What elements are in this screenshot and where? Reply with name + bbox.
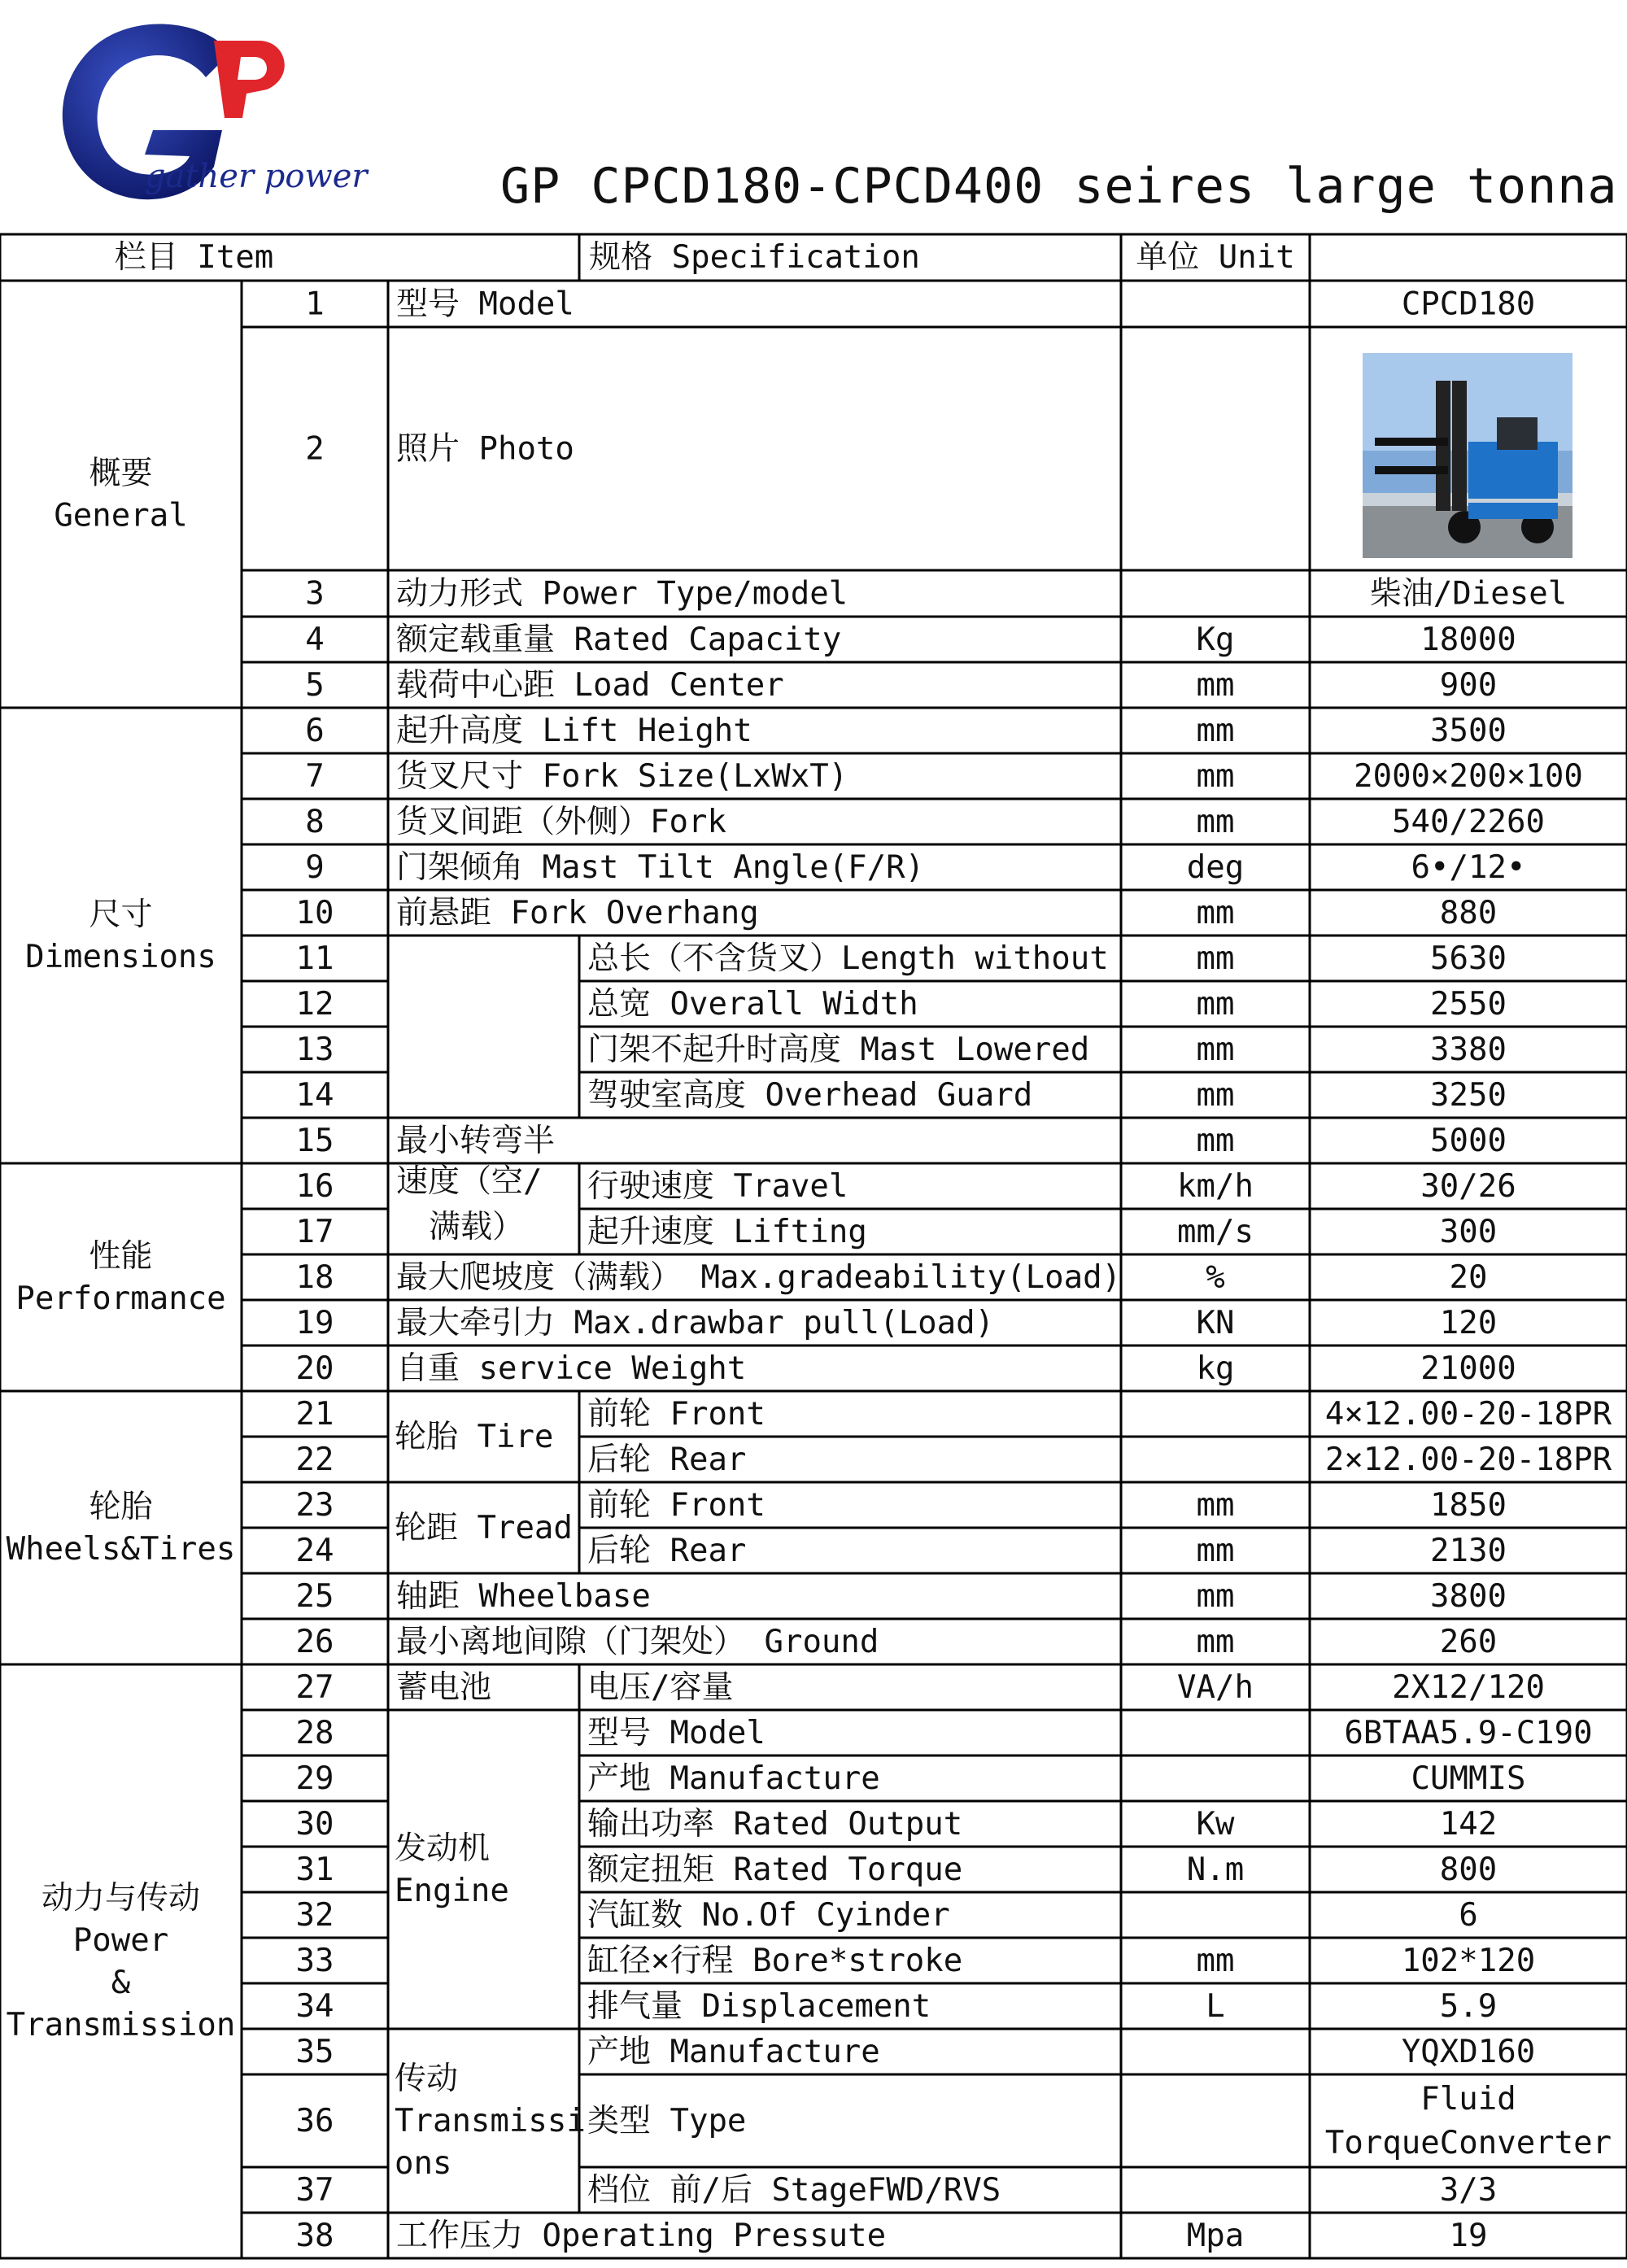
row-number: 5	[305, 667, 325, 704]
spec-value: 2000×200×100	[1354, 758, 1583, 795]
row-number: 8	[305, 804, 325, 840]
spec-label: 最小转弯半	[396, 1123, 556, 1159]
spec-label: 行驶速度 Travel	[587, 1168, 848, 1205]
spec-label: 前轮 Front	[587, 1396, 766, 1433]
spec-value: 540/2260	[1392, 804, 1545, 840]
spec-label: 驾驶室高度 Overhead Guard	[587, 1077, 1033, 1114]
unit-value: kg	[1196, 1350, 1235, 1387]
spec-label: 总长（不含货叉）Length without	[587, 940, 1109, 977]
spec-label: 档位 前/后 StageFWD/RVS	[587, 2172, 1001, 2209]
spec-value: 21000	[1420, 1350, 1516, 1387]
unit-value: deg	[1186, 849, 1245, 886]
spec-value: Fluid	[1420, 2081, 1516, 2118]
row-number: 13	[295, 1032, 334, 1068]
group-performance-label: 性能	[89, 1238, 153, 1275]
group-power-transmission-label: Transmission	[6, 2007, 236, 2043]
spec-value: 柴油/Diesel	[1369, 575, 1568, 613]
group-dimensions-label: Dimensions	[25, 939, 216, 975]
unit-value: Mpa	[1186, 2218, 1245, 2254]
row-number: 7	[305, 758, 325, 795]
unit-value: mm	[1196, 895, 1235, 931]
row-number: 14	[295, 1077, 334, 1114]
spec-value: 260	[1439, 1624, 1498, 1660]
row-number: 22	[295, 1441, 334, 1478]
spec-value: 18000	[1420, 622, 1516, 658]
spec-value: 5.9	[1439, 1988, 1498, 2025]
spec-label: 货叉间距（外侧）Fork	[396, 804, 726, 840]
subgroup-transmission-label: Transmissi	[395, 2103, 586, 2139]
row-number: 37	[295, 2172, 334, 2209]
unit-value: mm/s	[1177, 1214, 1254, 1250]
unit-value: km/h	[1177, 1168, 1254, 1205]
row-number: 6	[305, 713, 325, 749]
unit-value: mm	[1196, 1487, 1235, 1524]
row-number: 15	[295, 1123, 334, 1159]
unit-value: mm	[1196, 667, 1235, 704]
spec-label: 缸径×行程 Bore*stroke	[587, 1943, 963, 1979]
row-number: 36	[295, 2103, 334, 2139]
spec-value: 2130	[1430, 1533, 1507, 1569]
subgroup-tire-label: 轮胎 Tire	[395, 1419, 554, 1455]
group-wheels-tires-label: Wheels&Tires	[6, 1531, 236, 1568]
spec-label: 额定载重量 Rated Capacity	[396, 622, 842, 658]
row-number: 31	[295, 1851, 334, 1888]
spec-label: 自重 service Weight	[396, 1350, 747, 1387]
spec-label: 动力形式 Power Type/model	[396, 575, 848, 613]
row-number: 17	[295, 1214, 334, 1250]
spec-value: CUMMIS	[1411, 1760, 1526, 1797]
spec-label: 后轮 Rear	[587, 1533, 747, 1569]
document-title: GP CPCD180-CPCD400 seires large tonna	[500, 158, 1618, 215]
unit-value: KN	[1196, 1305, 1235, 1341]
row-number: 33	[295, 1943, 334, 1979]
spec-value: 5000	[1430, 1123, 1507, 1159]
spec-value: 4×12.00-20-18PR	[1324, 1396, 1612, 1433]
spec-label: 轴距 Wheelbase	[396, 1578, 651, 1615]
spec-value: 3250	[1430, 1077, 1507, 1114]
spec-value: 1850	[1430, 1487, 1507, 1524]
row-number: 20	[295, 1350, 334, 1387]
unit-value: %	[1206, 1259, 1225, 1296]
spec-value: 800	[1439, 1851, 1498, 1888]
spec-label: 电压/容量	[587, 1669, 734, 1706]
unit-value: mm	[1196, 1943, 1235, 1979]
spec-label: 货叉尺寸 Fork Size(LxWxT)	[396, 758, 848, 795]
specification-table	[0, 234, 1627, 2268]
row-number: 12	[295, 986, 334, 1023]
spec-value: 120	[1439, 1305, 1498, 1341]
spec-label: 型号 Model	[396, 286, 574, 323]
subgroup-engine-label: 发动机	[395, 1830, 491, 1867]
column-header-spec: 规格 Specification	[589, 239, 920, 276]
subgroup-speed-label: 速度（空/	[396, 1163, 543, 1200]
spec-label: 前轮 Front	[587, 1487, 766, 1524]
spec-label: 起升高度 Lift Height	[396, 713, 752, 749]
unit-value: mm	[1196, 758, 1235, 795]
row-number: 9	[305, 849, 325, 886]
spec-label: 类型 Type	[587, 2103, 747, 2139]
spec-value: 2X12/120	[1392, 1669, 1545, 1706]
spec-label: 额定扭矩 Rated Torque	[587, 1851, 963, 1888]
spec-value: 3800	[1430, 1578, 1507, 1615]
row-number: 1	[305, 286, 325, 323]
spec-label: 最大爬坡度（满载） Max.gradeability(Load)	[396, 1259, 1122, 1296]
subgroup-transmission-label: ons	[395, 2145, 452, 2182]
unit-value: mm	[1196, 1578, 1235, 1615]
row-number: 30	[295, 1806, 334, 1843]
spec-label: 产地 Manufacture	[587, 2034, 880, 2070]
row-number: 11	[295, 940, 334, 977]
spec-value: 900	[1439, 667, 1498, 704]
spec-value: 880	[1439, 895, 1498, 931]
unit-value: mm	[1196, 940, 1235, 977]
column-header-unit: 单位 Unit	[1136, 239, 1295, 276]
row-number: 35	[295, 2034, 334, 2070]
row-number: 24	[295, 1533, 334, 1569]
row-number: 10	[295, 895, 334, 931]
spec-value: 142	[1439, 1806, 1498, 1843]
group-wheels-tires-label: 轮胎	[89, 1489, 153, 1525]
row-number: 2	[305, 430, 325, 468]
row-number: 38	[295, 2218, 334, 2254]
group-dimensions-label: 尺寸	[89, 896, 153, 933]
spec-value: 5630	[1430, 940, 1507, 977]
row-number: 23	[295, 1487, 334, 1524]
forklift-photo	[1363, 353, 1572, 558]
group-power-transmission-label: &	[111, 1965, 131, 2001]
spec-value: YQXD160	[1401, 2034, 1536, 2070]
row-number: 25	[295, 1578, 334, 1615]
spec-label: 排气量 Displacement	[587, 1988, 931, 2025]
unit-value: mm	[1196, 1123, 1235, 1159]
spec-value: 2×12.00-20-18PR	[1324, 1441, 1612, 1478]
unit-value: mm	[1196, 1032, 1235, 1068]
spec-label: 门架不起升时高度 Mast Lowered	[587, 1032, 1090, 1068]
subgroup-transmission-label: 传动	[395, 2061, 459, 2097]
spec-label: 最小离地间隙（门架处） Ground	[396, 1624, 879, 1660]
row-number: 34	[295, 1988, 334, 2025]
spec-value: 6	[1459, 1897, 1478, 1934]
spec-label: 蓄电池	[396, 1669, 492, 1706]
spec-label: 产地 Manufacture	[587, 1760, 880, 1797]
unit-value: mm	[1196, 1533, 1235, 1569]
gather-power-logo	[39, 8, 368, 216]
unit-value: Kw	[1196, 1806, 1235, 1843]
column-header-item: 栏目 Item	[114, 239, 274, 276]
logo-p-letter	[214, 41, 285, 118]
spec-value: 20	[1449, 1259, 1488, 1296]
row-number: 26	[295, 1624, 334, 1660]
document-header	[0, 0, 1627, 234]
row-number: 29	[295, 1760, 334, 1797]
spec-label: 最大牵引力 Max.drawbar pull(Load)	[396, 1305, 995, 1341]
spec-label: 汽缸数 No.Of Cyinder	[587, 1897, 950, 1934]
spec-label: 载荷中心距 Load Center	[396, 667, 784, 704]
spec-value: 3380	[1430, 1032, 1507, 1068]
spec-value: TorqueConverter	[1324, 2125, 1612, 2161]
unit-value: mm	[1196, 804, 1235, 840]
spec-value: 6•/12•	[1411, 849, 1526, 886]
spec-label: 输出功率 Rated Output	[587, 1806, 963, 1843]
spec-value: 30/26	[1420, 1168, 1516, 1205]
spec-label: 型号 Model	[587, 1715, 766, 1751]
spec-label: 门架倾角 Mast Tilt Angle(F/R)	[396, 849, 925, 886]
unit-value: Kg	[1196, 622, 1235, 658]
row-number: 32	[295, 1897, 334, 1934]
spec-value: 3/3	[1439, 2172, 1498, 2209]
subgroup-tread-label: 轮距 Tread	[395, 1510, 573, 1546]
spec-value: 6BTAA5.9-C190	[1344, 1715, 1593, 1751]
spec-value: 300	[1439, 1214, 1498, 1250]
spec-value: 102*120	[1401, 1943, 1536, 1979]
group-performance-label: Performance	[15, 1280, 226, 1317]
logo-tagline: gather power	[145, 158, 368, 195]
subgroup-speed-label: 满载）	[429, 1209, 525, 1245]
spec-label: 工作压力 Operating Pressute	[396, 2218, 887, 2254]
group-power-transmission-label: Power	[72, 1922, 169, 1959]
spec-value: 3500	[1430, 713, 1507, 749]
row-number: 19	[295, 1305, 334, 1341]
unit-value: mm	[1196, 713, 1235, 749]
group-general-label: General	[54, 497, 188, 534]
subgroup-engine-label: Engine	[395, 1873, 509, 1909]
spec-label: 后轮 Rear	[587, 1441, 747, 1478]
unit-value: mm	[1196, 1624, 1235, 1660]
spec-label: 前悬距 Fork Overhang	[396, 895, 759, 931]
group-general-label: 概要	[89, 455, 153, 492]
spec-label: 总宽 Overall Width	[587, 986, 918, 1023]
row-number: 27	[295, 1669, 334, 1706]
unit-value: VA/h	[1177, 1669, 1254, 1706]
unit-value: mm	[1196, 986, 1235, 1023]
spec-value: 2550	[1430, 986, 1507, 1023]
spec-value: CPCD180	[1401, 286, 1536, 323]
spec-value: 19	[1449, 2218, 1488, 2254]
unit-value: N.m	[1186, 1851, 1245, 1888]
row-number: 18	[295, 1259, 334, 1296]
row-number: 21	[295, 1396, 334, 1433]
row-number: 3	[305, 575, 325, 613]
unit-value: mm	[1196, 1077, 1235, 1114]
row-number: 28	[295, 1715, 334, 1751]
spec-label: 起升速度 Lifting	[587, 1214, 867, 1250]
group-power-transmission-label: 动力与传动	[41, 1880, 201, 1917]
spec-label: 照片 Photo	[396, 430, 574, 468]
row-number: 4	[305, 622, 325, 658]
row-number: 16	[295, 1168, 334, 1205]
unit-value: L	[1206, 1988, 1225, 2025]
